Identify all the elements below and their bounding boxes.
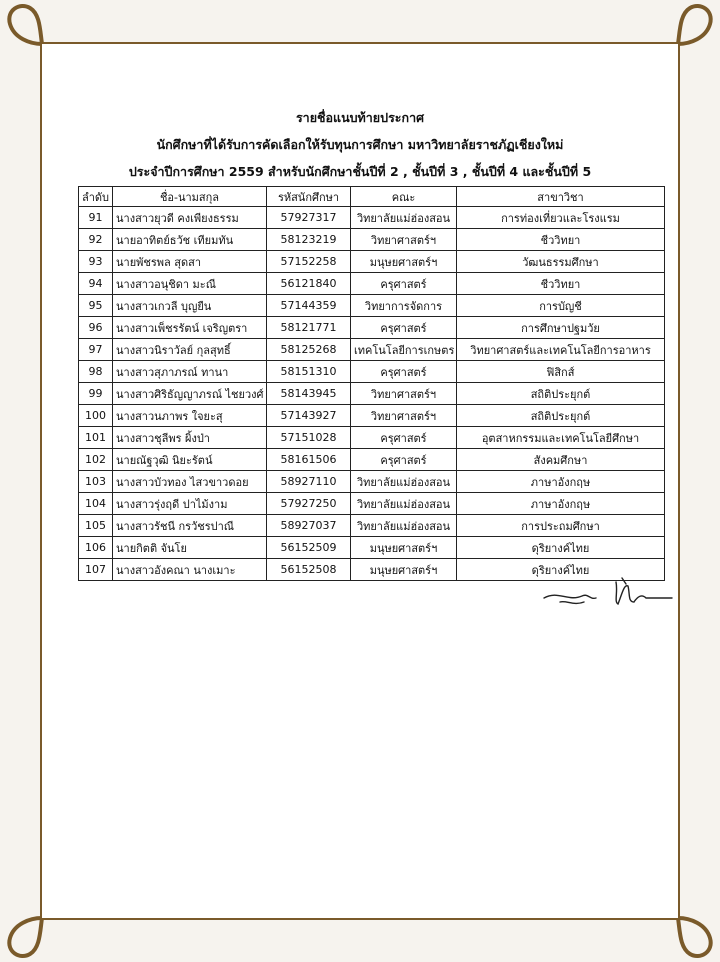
table-row — [79, 493, 665, 515]
row-number: 99 — [79, 383, 113, 405]
major: สถิติประยุกต์ — [457, 405, 665, 427]
major: ดุริยางค์ไทย — [457, 559, 665, 581]
faculty: วิทยาลัยแม่ฮ่องสอน — [351, 207, 457, 229]
header-student-id: รหัสนักศึกษา — [267, 187, 351, 207]
faculty: วิทยาศาสตร์ฯ — [351, 229, 457, 251]
student-id: 58161506 — [267, 449, 351, 471]
student-name: นางสาวรุ่งฤดี ปาไม้งาม — [113, 493, 267, 515]
student-name: นายพัชรพล สุดสา — [113, 251, 267, 273]
major: การบัญชี — [457, 295, 665, 317]
student-name: นางสาวเพ็ชรรัตน์ เจริญตรา — [113, 317, 267, 339]
row-number: 104 — [79, 493, 113, 515]
row-number: 93 — [79, 251, 113, 273]
faculty: วิทยาศาสตร์ฯ — [351, 405, 457, 427]
faculty: ครุศาสตร์ — [351, 449, 457, 471]
student-id: 57152258 — [267, 251, 351, 273]
faculty: วิทยาลัยแม่ฮ่องสอน — [351, 493, 457, 515]
faculty: มนุษยศาสตร์ฯ — [351, 251, 457, 273]
table-row — [79, 361, 665, 383]
faculty: มนุษยศาสตร์ฯ — [351, 559, 457, 581]
header-name: ชื่อ-นามสกุล — [113, 187, 267, 207]
major: ฟิสิกส์ — [457, 361, 665, 383]
row-number: 95 — [79, 295, 113, 317]
row-number: 107 — [79, 559, 113, 581]
row-number: 98 — [79, 361, 113, 383]
student-name: นางสาวศิริธัญญาภรณ์ ไชยวงศ์ — [113, 383, 267, 405]
row-number: 100 — [79, 405, 113, 427]
major: สถิติประยุกต์ — [457, 383, 665, 405]
table-row — [79, 229, 665, 251]
major: วิทยาศาสตร์และเทคโนโลยีการอาหาร — [457, 339, 665, 361]
student-id: 58123219 — [267, 229, 351, 251]
table-row — [79, 295, 665, 317]
faculty: วิทยาการจัดการ — [351, 295, 457, 317]
student-id: 56121840 — [267, 273, 351, 295]
major: ดุริยางค์ไทย — [457, 537, 665, 559]
student-name: นางสาวชุลีพร ผิ้งป่า — [113, 427, 267, 449]
student-name: นายณัฐวุฒิ นิยะรัตน์ — [113, 449, 267, 471]
table-row — [79, 273, 665, 295]
table-row — [79, 427, 665, 449]
student-name: นายอาทิตย์ธวัช เทียมทัน — [113, 229, 267, 251]
major: อุตสาหกรรมและเทคโนโลยีศึกษา — [457, 427, 665, 449]
major: ชีววิทยา — [457, 273, 665, 295]
faculty: ครุศาสตร์ — [351, 273, 457, 295]
student-id: 58125268 — [267, 339, 351, 361]
major: การท่องเที่ยวและโรงแรม — [457, 207, 665, 229]
student-name: นางสาวเกวลี บุญยืน — [113, 295, 267, 317]
student-id: 57144359 — [267, 295, 351, 317]
document-title: รายชื่อแนบท้ายประกาศ — [295, 110, 425, 125]
student-id: 56152508 — [267, 559, 351, 581]
major: วัฒนธรรมศึกษา — [457, 251, 665, 273]
student-name: นางสาวยุวดี คงเพียงธรรม — [113, 207, 267, 229]
student-id: 57927250 — [267, 493, 351, 515]
faculty: เทคโนโลยีการเกษตร — [351, 339, 457, 361]
row-number: 106 — [79, 537, 113, 559]
document-subtitle-2: ประจำปีการศึกษา 2559 สำหรับนักศึกษาชั้นปีที่ 2 , ชั้นปีที่ 3 , ชั้นปีที่ 4 และชั้นปีที่ 5 — [128, 164, 592, 179]
table-row — [79, 405, 665, 427]
student-name: นางสาวนิราวัลย์ กุลสุทธิ์ — [113, 339, 267, 361]
header-faculty: คณะ — [351, 187, 457, 207]
row-number: 102 — [79, 449, 113, 471]
row-number: 103 — [79, 471, 113, 493]
row-number: 105 — [79, 515, 113, 537]
document-page — [42, 44, 678, 918]
table-header-row — [79, 187, 665, 207]
row-number: 97 — [79, 339, 113, 361]
signature-mark — [538, 572, 678, 612]
major: ภาษาอังกฤษ — [457, 471, 665, 493]
table-row — [79, 537, 665, 559]
faculty: ครุศาสตร์ — [351, 317, 457, 339]
student-table — [78, 186, 665, 581]
row-number: 91 — [79, 207, 113, 229]
student-id: 57151028 — [267, 427, 351, 449]
faculty: วิทยาลัยแม่ฮ่องสอน — [351, 515, 457, 537]
student-id: 58927037 — [267, 515, 351, 537]
student-id: 58121771 — [267, 317, 351, 339]
student-id: 58143945 — [267, 383, 351, 405]
document-subtitle: นักศึกษาที่ได้รับการคัดเลือกให้รับทุนการศึกษา มหาวิทยาลัยราชภัฏเชียงใหม่ — [156, 137, 564, 152]
student-name: นางสาวอังคณา นางเมาะ — [113, 559, 267, 581]
student-name: นางสาวนภาพร ใจยะสุ — [113, 405, 267, 427]
major: การศึกษาปฐมวัย — [457, 317, 665, 339]
student-id: 57927317 — [267, 207, 351, 229]
faculty: ครุศาสตร์ — [351, 427, 457, 449]
document-header — [42, 104, 678, 185]
row-number: 94 — [79, 273, 113, 295]
student-id: 58927110 — [267, 471, 351, 493]
table-row — [79, 383, 665, 405]
student-name: นางสาวสุภาภรณ์ ทานา — [113, 361, 267, 383]
header-major: สาขาวิชา — [457, 187, 665, 207]
table-row — [79, 449, 665, 471]
major: การประถมศึกษา — [457, 515, 665, 537]
header-no: ลำดับ — [79, 187, 113, 207]
table-row — [79, 339, 665, 361]
table-row — [79, 207, 665, 229]
student-id: 57143927 — [267, 405, 351, 427]
student-name: นางสาวรัชนี กรวัชรปาณี — [113, 515, 267, 537]
faculty: วิทยาลัยแม่ฮ่องสอน — [351, 471, 457, 493]
faculty: ครุศาสตร์ — [351, 361, 457, 383]
student-name: นางสาวอนุชิดา มะณี — [113, 273, 267, 295]
faculty: มนุษยศาสตร์ฯ — [351, 537, 457, 559]
table-row — [79, 515, 665, 537]
major: สังคมศึกษา — [457, 449, 665, 471]
student-id: 58151310 — [267, 361, 351, 383]
student-name: นายกิตติ จันโย — [113, 537, 267, 559]
faculty: วิทยาศาสตร์ฯ — [351, 383, 457, 405]
row-number: 101 — [79, 427, 113, 449]
row-number: 92 — [79, 229, 113, 251]
row-number: 96 — [79, 317, 113, 339]
major: ภาษาอังกฤษ — [457, 493, 665, 515]
table-row — [79, 317, 665, 339]
major: ชีววิทยา — [457, 229, 665, 251]
student-name: นางสาวบัวทอง ไสวขาวดอย — [113, 471, 267, 493]
table-row — [79, 471, 665, 493]
table-row — [79, 251, 665, 273]
student-id: 56152509 — [267, 537, 351, 559]
